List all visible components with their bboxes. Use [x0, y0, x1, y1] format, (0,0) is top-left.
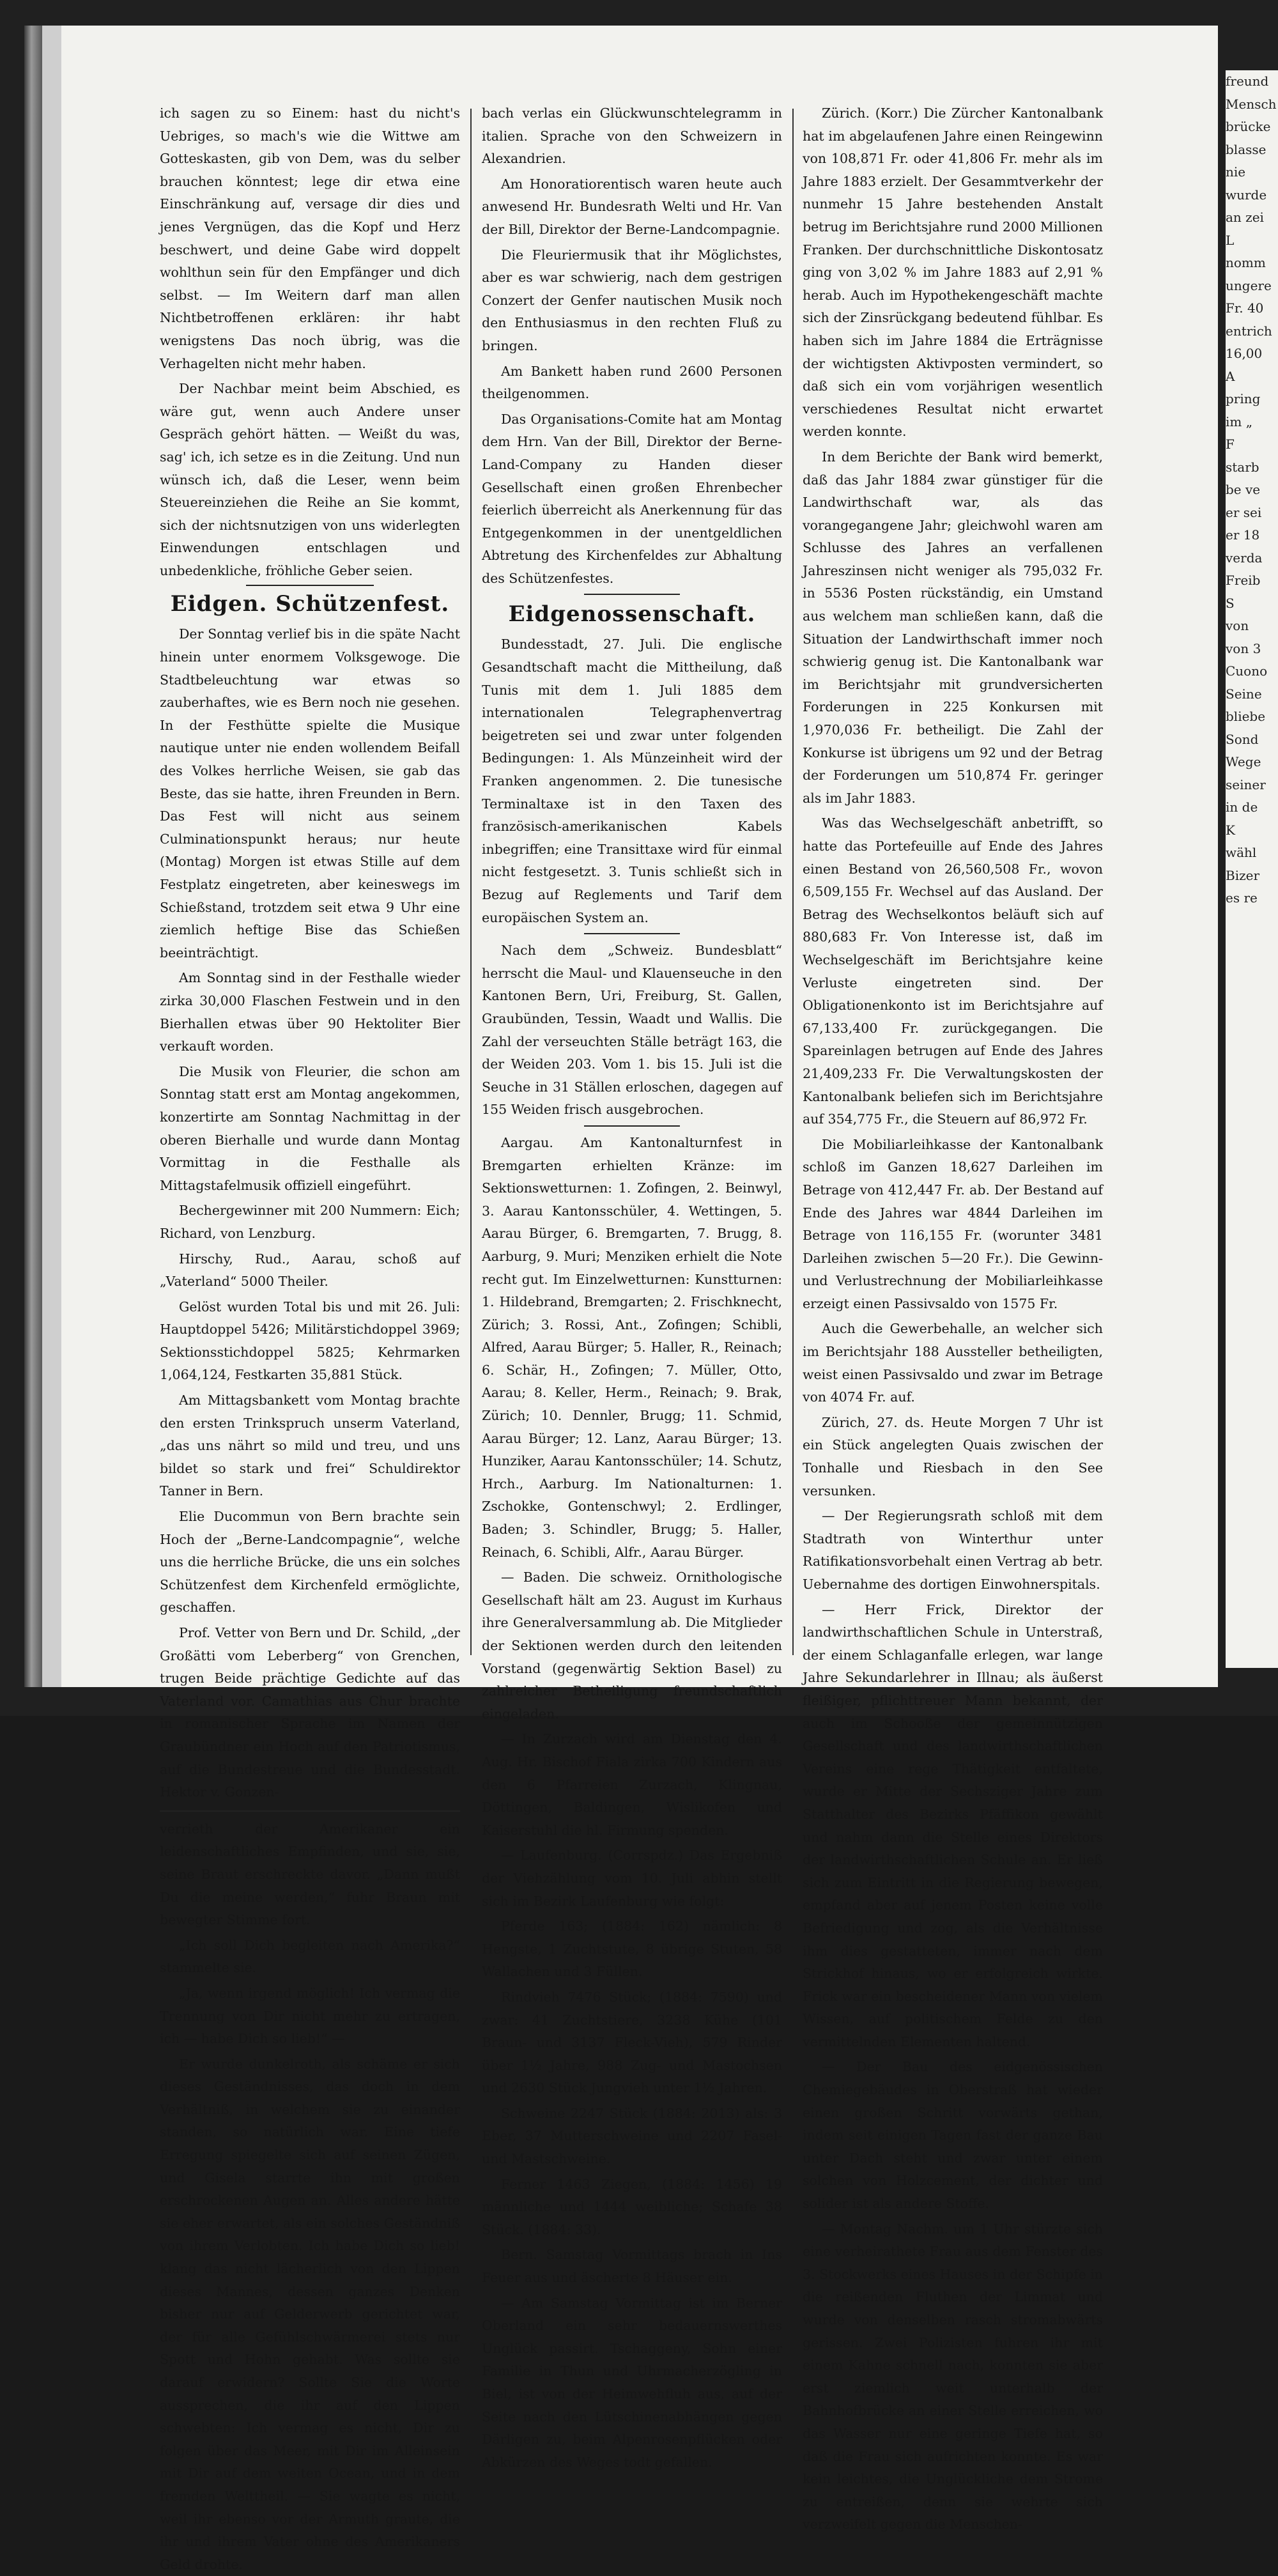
edge-fragment: blasse	[1226, 141, 1266, 157]
col1-paragraph: Am Sonntag sind in der Festhalle wieder zirka 30,000 Flaschen Festwein und in den Bierhallen etwas über 90 Hektoliter Bier verkauft worden.	[160, 970, 460, 1054]
heading-rule	[246, 585, 374, 586]
edge-fragment: es re	[1226, 890, 1258, 906]
col1-paragraph: Bechergewinner mit 200 Nummern: Eich; Richard, von Lenzburg.	[160, 1203, 460, 1241]
col2-paragraph: Ferner 1463 Ziegen, (1884: 1456) 19 männliche und 1444 weibliche; Schafe 38 Stück. (1884: 33).	[482, 2176, 782, 2237]
feuilleton-paragraph: verrieth der Amerikaner ein leidenschaftliches Empfinden, und sie, sie, seine Braut erschreckte davor. „Dann mußt Du die meine werden,“ fuhr Braun mit bewegter Stimme fort.	[160, 1821, 460, 1928]
col2-paragraph: Das Organisations-Comite hat am Montag dem Hrn. Van der Bill, Direktor der Berne-Land-Company zu Handen dieser Gesellschaft einen großen Ehrenbecher feierlich überreicht als Anerkennung für das Entgegenkommen in der unentgeldlichen Abtretung des Kirchenfeldes zur Abhaltung des Schützenfestes.	[482, 411, 782, 586]
col3-paragraph: Auch die Gewerbehalle, an welcher sich im Berichtsjahr 188 Aussteller betheiligten, weist einen Passivsaldo und zwar im Betrage von 4074 Fr. auf.	[803, 1321, 1103, 1405]
col2-paragraph: Die Fleuriermusik that ihr Möglichstes, aber es war schwierig, nach dem gestrigen Conzert der Genfer nautischen Musik noch den Enthusiasmus in den rechten Fluß zu bringen.	[482, 247, 782, 353]
edge-fragment: Seine	[1226, 686, 1262, 702]
edge-fragment: Freib	[1226, 573, 1261, 588]
column-rule	[792, 109, 794, 1655]
col1-paragraph: Der Nachbar meint beim Abschied, es wäre gut, wenn auch Andere unser Gespräch gehört hätten. — Weißt du was, sag' ich, ich setze es in die Zeitung. Und nun wünsch ich, daß die Leser, wenn beim Steuereinziehen die Reihe an Sie kommt, sich der nichtsnutzigen von uns widerlegten Einwendungen entschlagen und unbedenkliche, fröhliche Geber seien.	[160, 381, 460, 578]
col1-paragraph: Der Sonntag verlief bis in die späte Nacht hinein unter enormem Volksgewoge. Die Stadtbeleuchtung war etwas so zauberhaftes, wie es Bern noch nie gesehen. In der Festhütte spielte die Musique nautique unter nie enden wollendem Beifall des Volkes herrliche Weisen, sie gab das Beste, das sie hatte, ihren Freunden in Bern. Das Fest will nicht aus seinem Culminationspunkt heraus; nur heute (Montag) Morgen ist etwas Stille auf dem Festplatz eingetreten, aber keineswegs im Schießstand, trotzdem seit etwa 9 Uhr eine ziemlich heftige Bise das Schießen beeinträchtigt.	[160, 626, 460, 960]
edge-fragment: von	[1226, 618, 1249, 633]
edge-fragment: ungere	[1226, 277, 1272, 293]
edge-fragment: er sei	[1226, 504, 1262, 520]
edge-fragment: seiner	[1226, 776, 1266, 792]
column-3	[803, 102, 1103, 2533]
section-rule	[584, 1125, 680, 1127]
edge-fragment: Cuono	[1226, 663, 1268, 679]
col2-paragraph: Rindvieh 7476 Stück; (1884: 7590) und zwar: 41 Zuchtstiere, 3238 Kühe (101 Braun- und 3137 Fleck-Vieh), 579 Rinder über 1½ Jahre, 988 Zug- und Mastochsen und 2630 Stück Jungvieh unter 1½ Jahren.	[482, 1989, 782, 2096]
feuilleton-rule	[160, 1810, 460, 1812]
edge-fragment: wähl	[1226, 845, 1257, 860]
edge-fragment: verda	[1226, 550, 1263, 566]
col2-paragraph: — In Zurzach wird am Dienstag den 4. Aug. Hr. Bischof Fiala zirka 700 Kindern aus den 6 Pfarreien Zurzach, Klingnau, Döttingen, Baldingen, Wislikofen und Kaiserstuhl die hl. Firmung spenden.	[482, 1731, 782, 1838]
page-stack-edge	[42, 26, 61, 1687]
col3-paragraph: Zürich, 27. ds. Heute Morgen 7 Uhr ist ein Stück angelegten Quais zwischen der Tonhalle und Riesbach in den See versunken.	[803, 1414, 1103, 1499]
col3-paragraph: In dem Berichte der Bank wird bemerkt, daß das Jahr 1884 zwar günstiger für die Landwirthschaft war, als das vorangegangene Jahr; gleichwohl waren am Schlusse des Jahres an verfallenen Jahreszinsen nicht weniger als 795,032 Fr. in 5536 Posten rückständig, ein Umstand aus welchem man schließen kann, daß die Situation der Landwirthschaft immer noch schwierig genug ist. Die Kantonalbank war im Berichtsjahr mit grundversicherten Forderungen in 225 Konkursen mit 1,970,036 Fr. betheiligt. Die Zahl der Konkurse ist übrigens um 92 und der Betrag der Forderungen um 510,874 Fr. geringer als im Jahr 1883.	[803, 449, 1103, 806]
section-heading-schuetzenfest: Eidgen. Schützenfest.	[170, 591, 450, 617]
col2-paragraph: Aargau. Am Kantonalturnfest in Bremgarten erhielten Kränze: im Sektionswetturnen: 1. Zofingen, 2. Beinwyl, 3. Aarau Kantonsschüler, 4. Wettingen, 5. Aarau Bürger, 6. Bremgarten, 7. Brugg, 8. Aarburg, 9. Muri; Menziken erhielt die Note recht gut. Im Einzelwetturnen: Kunstturnen: 1. Hildebrand, Bremgarten; 2. Frischknecht, Zürich; 3. Rossi, Ant., Zofingen; Schibli, Alfred, Aarau Bürger; 5. Haller, R., Reinach; 6. Schär, H., Zofingen; 7. Müller, Otto, Aarau; 8. Keller, Herm., Reinach; 9. Brak, Zürich; 10. Dennler, Brugg; 11. Schmid, Aarau Bürger; 12. Lanz, Aarau Bürger; 13. Hunziker, Aarau Kantonsschüler; 14. Schutz, Hrch., Aarburg. Im Nationalturnen: 1. Zschokke, Gontenschwyl; 2. Erdlinger, Baden; 3. Schindler, Brugg; 5. Haller, Reinach, 6. Schibli, Alfr., Aarau Bürger.	[482, 1134, 782, 1560]
edge-fragment: Bizer	[1226, 867, 1260, 883]
edge-fragment: nie	[1226, 164, 1246, 180]
edge-fragment: freund	[1226, 73, 1269, 89]
col2-paragraph: Nach dem „Schweiz. Bundesblatt“ herrscht die Maul- und Klauenseuche in den Kantonen Bern, Uri, Freiburg, St. Gallen, Graubünden, Tessin, Waadt und Wallis. Die Zahl der verseuchten Ställe beträgt 163, die der Weiden 203. Vom 1. bis 15. Juli ist die Seuche in 31 Ställen erloschen, dagegen auf 155 Weiden frisch ausgebrochen.	[482, 943, 782, 1118]
col3-paragraph: Was das Wechselgeschäft anbetrifft, so hatte das Portefeuille auf Ende des Jahres einen Bestand von 26,560,508 Fr., wovon 6,509,155 Fr. Wechsel auf das Ausland. Der Betrag des Wechselkontos beläuft sich auf 880,683 Fr. Von Interesse ist, daß im Wechselgeschäft im Berichtsjahre keine Verluste eingetreten sind. Der Obligationenkonto ist im Berichtsjahre auf 67,133,400 Fr. zurückgegangen. Die Spareinlagen betrugen auf Ende des Jahres 21,409,233 Fr. Die Verwaltungskosten der Kantonalbank beliefen sich im Berichtsjahre auf 354,775 Fr., die Steuern auf 86,972 Fr.	[803, 815, 1103, 1127]
col1-paragraph: Gelöst wurden Total bis und mit 26. Juli: Hauptdoppel 5426; Militärstichdoppel 3969; Sektionsstichdoppel 5825; Kehrmarken 1,064,124, Festkarten 35,881 Stück.	[160, 1299, 460, 1383]
feuilleton-paragraph: Er wurde dunkelroth, als schäme er sich dieses Geständnisses, das doch in dem Verhältniß, in welchem sie zu einander standen, so natürlich war. Eine tiefe Erregung spiegelte sich auf seinen Zügen, und Gisela starrte ihn mit großen erschrockenen Augen an. Alles andere hätte sie eher erwartet, als ein solches Geständniß von ihrem Verlobten. Ich habe Dich so lieb! klang das nicht lächerlich von den Lippen dieses Mannes, dessen ganzes Denken bisher nur auf Gelderwerb gerichtet war, der für alle Gefühlschwärmerei stets nur Spott und Hohn gehabt. Was sollte sie darauf erwidern? Sollte Sie die Worte aussprechen, die ihr auf den Lippen schwebten: Ich vermag es nicht, Dir zu folgen über das Meer, mit Dir im Alleinsein mit Dir auf dem weiten Ocean, und in dem fremden Welttheil. — Sie wagte es nicht, weil ihr ebenso vor der Armuth graute, die ihr und ihrem Vater ohne des Amerikaners Geld drohte.	[160, 2056, 460, 2572]
edge-fragment: wurde	[1226, 187, 1267, 203]
edge-fragment: von 3	[1226, 640, 1261, 656]
edge-fragment: entrich	[1226, 323, 1272, 339]
column-rule	[470, 109, 472, 1655]
edge-fragment: in de	[1226, 799, 1258, 815]
col1-paragraph: Die Musik von Fleurier, die schon am Sonntag statt erst am Montag angekommen, konzertirte am Sonntag Nachmittag in der oberen Bierhalle und wurde dann Montag Vormittag in die Festhalle als Mittagstafelmusik offiziell eingeführt.	[160, 1063, 460, 1193]
newspaper-page	[61, 26, 1218, 2572]
edge-fragment: L	[1226, 232, 1235, 248]
edge-fragment: bliebe	[1226, 709, 1266, 724]
section-rule	[584, 933, 680, 934]
col2-paragraph: Bundesstadt, 27. Juli. Die englische Gesandtschaft macht die Mittheilung, daß Tunis mit dem 1. Juli 1885 dem internationalen Telegraphenvertrag beigetreten sei und zwar unter folgenden Bedingungen: 1. Als Münzeinheit wird der Franken angenommen. 2. Die tunesische Terminaltaxe ist in den Taxen des französisch-amerikanischen Kabels inbegriffen; eine Transittaxe wird für einmal nicht festgesetzt. 3. Tunis schließt sich in Bezug auf Reglements und Tarif dem europäischen System an.	[482, 636, 782, 925]
col2-paragraph: — Am Samstag Vormittag ist im Berner Oberland ein sehr bedauernswerthes Unglück passirt. Tschaggeny, Sohn einer Familie in Thun und Uhrmacherzögling in Biel, ist von der Heimwehfluh aus, auf der Seite nach den Lütschinenabhängen gegen Därligen zu, beim Alpenrosenpflücken oder Abkürzen des Weges todt gefallen.	[482, 2295, 782, 2470]
edge-fragment: er 18	[1226, 527, 1260, 543]
col3-paragraph: — Der Regierungsrath schloß mit dem Stadtrath von Winterthur unter Ratifikationsvorbehalt einen Vertrag ab betr. Uebernahme des dortigen Einwohnerspitals.	[803, 1508, 1103, 1592]
col2-paragraph: — Laufenburg. (Corrspdz.) Das Ergebniß der Viehzählung vom 10. Juli abhin stellt sich im Bezirk Laufenburg wie folgt:	[482, 1847, 782, 1909]
col2-paragraph: Schweine 2247 Stück (1884: 2013) als: 3 Eber, 37 Mutterschweine und 2207 Fasel- und Mastschweine.	[482, 2105, 782, 2167]
edge-fragment: 16,00	[1226, 346, 1263, 361]
edge-fragment: Fr. 40	[1226, 300, 1264, 316]
col1-paragraph: Hirschy, Rud., Aarau, schoß auf „Vaterland“ 5000 Theiler.	[160, 1251, 460, 1290]
edge-fragment: F	[1226, 436, 1235, 452]
feuilleton-paragraph: „Ich soll Dich begleiten nach Amerika?“ stammelte sie.	[160, 1937, 460, 1976]
col2-paragraph: Bern. Samstag Vormittags brach in Ins Feuer aus und äscherte 8 Häuser ein.	[482, 2247, 782, 2286]
edge-fragment: Mensch	[1226, 96, 1277, 112]
col2-paragraph: Pferde 163; (1884: 162) nämlich: 8 Hengste, 1 Zuchtstute, 8 übrige Stuten, 58 Wallachen und 3 Füllen.	[482, 1918, 782, 1980]
col1-paragraph: Prof. Vetter von Bern und Dr. Schild, „der Großätti vom Leberberg“ von Grenchen, trugen Beide prächtige Gedichte auf das Vaterland vor. Camathias aus Chur brachte in romanischer Sprache im Namen der Graubündner ein Hoch auf den Patriotismus, auf die Bundestreue und die Bundesstadt. Hektor v. Gonzen-	[160, 1625, 460, 1800]
col1-paragraph: ich sagen zu so Einem: hast du nicht's Uebriges, so mach's wie die Wittwe am Gotteskasten, gib von Dem, was du selber brauchen könntest; lege dir etwa eine Einschränkung auf, versage dir dies und jenes Vergnügen, das die Kopf und Herz beschwert, und deine Gabe wird doppelt wohlthun sein für den Empfänger und dich selbst. — Im Weitern darf man allen Nichtbetroffenen erklären: ihr habt wenigstens Das noch übrig, was die Verhagelten nicht mehr haben.	[160, 105, 460, 371]
col3-paragraph: Die Mobiliarleihkasse der Kantonalbank schloß im Ganzen 18,627 Darleihen im Betrage von 412,447 Fr. ab. Der Bestand auf Ende des Jahres war 4844 Darleihen im Betrage von 116,155 Fr. (worunter 3481 Darleihen zwischen 5—20 Fr.). Die Gewinn- und Verlustrechnung der Mobiliarleihkasse erzeigt einen Passivsaldo von 1575 Fr.	[803, 1136, 1103, 1311]
col2-paragraph: Am Honoratiorentisch waren heute auch anwesend Hr. Bundesrath Welti und Hr. Van der Bill, Direktor der Berne-Landcompagnie.	[482, 176, 782, 237]
col2-paragraph: bach verlas ein Glückwunschtelegramm in italien. Sprache von den Schweizern in Alexandrien.	[482, 105, 782, 167]
edge-fragment: brücke	[1226, 119, 1271, 134]
edge-fragment: starb	[1226, 459, 1259, 475]
edge-fragment: A	[1226, 368, 1235, 384]
book-binding	[24, 26, 42, 1687]
col3-paragraph: — Der Bau des eidgenössischen Chemiegebäudes in Oberstraß hat wieder einen großen Schritt vorwärts gethan, indem seit einigen Tagen fast der ganze Bau unter Dach steht und zwar unter einem solchen von Holzcement, der dichter und solider ist als andere Stoffe.	[803, 2059, 1103, 2212]
column-2	[482, 102, 782, 2470]
column-1	[160, 102, 460, 2572]
edge-fragment: S	[1226, 595, 1235, 611]
col2-paragraph: — Baden. Die schweiz. Ornithologische Gesellschaft hält am 23. August im Kurhaus ihre Generalversammlung ab. Die Mitglieder der Sektionen werden durch den leitenden Vorstand (gegenwärtig Sektion Basel) zu zahlreicher Betheiligung freundschaftlich eingeladen.	[482, 1570, 782, 1722]
edge-fragment: be ve	[1226, 482, 1261, 497]
col3-paragraph: Zürich. (Korr.) Die Zürcher Kantonalbank hat im abgelaufenen Jahre einen Reingewinn von 108,871 Fr. oder 41,806 Fr. mehr als im Jahre 1883 erzielt. Der Gesammtverkehr der nunmehr 15 Jahre bestehenden Anstalt betrug im Berichtsjahre rund 2000 Millionen Franken. Der durchschnittliche Diskontosatz ging von 3,02 % im Jahre 1883 auf 2,91 % herab. Auch im Hypothekengeschäft machte sich der Zinsrückgang bedeutend fühlbar. Es haben sich im Jahre 1884 die Erträgnisse der wichtigsten Aktivposten vermindert, so daß sich ein vom vorjährigen wesentlich verschiedenes Resultat nicht erwartet werden konnte.	[803, 105, 1103, 440]
edge-fragment: im „	[1226, 413, 1253, 429]
feuilleton-paragraph: „Ja, wenn irgend möglich! Ich vermag die Trennung von Dir nicht mehr zu ertragen, ich — habe Dich so lieb!“ —	[160, 1985, 460, 2047]
col1-paragraph: Elie Ducommun von Bern brachte sein Hoch der „Berne-Landcompagnie“, welche uns die herrliche Brücke, die uns ein solches Schützenfest dem Kirchenfeld ermöglichte, geschaffen.	[160, 1509, 460, 1616]
next-page-edge	[1226, 70, 1278, 1668]
edge-fragment: Sond	[1226, 731, 1259, 747]
section-heading-eidgenossenschaft: Eidgenossenschaft.	[508, 601, 756, 628]
section-rule	[584, 594, 680, 595]
edge-fragment: pring	[1226, 391, 1261, 406]
col3-paragraph: — Herr Frick, Direktor der landwirthschaftlichen Schule in Unterstraß, der einem Schlaganfalle erlegen, war lange Jahre Sekundarlehrer in Illnau; als äußerst fleißiger, pflichttreuer Mann bekannt, der auch im Schooße der gemeinnützigen Gesellschaft und des landwirthschaftlichen Vereins eine rege Thätigkeit entfaltete, wurde er Mitte der Sechsziger Jahre zum Statthalter des Bezirks Pfäffikon gewählt und nahm dann die Stelle eines Direktors der landwirthschaftlichen Schule an. Er ließ sich zum Eintritt in die Regierung bewegen, empfand aber auf jenem Posten keine volle Befriedigung und zog, als die Verhältnisse ihm dies gestatteten, immer nach dem Strickhof hinaus, wo er erfolgreich wirkte. Frick war ein bescheidener Mann von vielem Wissen, auf politischem Felde zu den vermittelnden Elementen haltend.	[803, 1601, 1103, 2049]
col3-paragraph: — Montag Nachm. um 1 Uhr stürzte sich eine verheirathete Frau aus dem Fenster des 3. Stockwerks eines Hauses in der Schipfe in die reißenden Fluthen der Limmat und wurde von denselben rasch stromabwärts gerissen. Zwei Polizisten fuhren ihr mit einem Kahne schnell nach, konnten sie aber erst ziemlich weit unterhalb der Bahnhofbrücke an einer Stelle erreichen, wo das Wasser nur eine geringe Tiefe hat, so daß die Frau sich aufrichten konnte. Es war kein leichtes, die Unglückliche dem Strome zu entreißen, denn sie wehrte sich verzweifelt gegen die Menschen-	[803, 2221, 1103, 2533]
col2-paragraph: Am Bankett haben rund 2600 Personen theilgenommen.	[482, 363, 782, 402]
col1-paragraph: Am Mittagsbankett vom Montag brachte den ersten Trinkspruch unserm Vaterland, „das uns nährt so mild und treu, und uns bildet so stark und frei“ Schuldirektor Tanner in Bern.	[160, 1392, 460, 1499]
edge-fragment: Wege	[1226, 754, 1261, 769]
edge-fragment: an zei	[1226, 210, 1264, 225]
edge-fragment: K	[1226, 822, 1235, 838]
edge-fragment: nomm	[1226, 255, 1266, 270]
